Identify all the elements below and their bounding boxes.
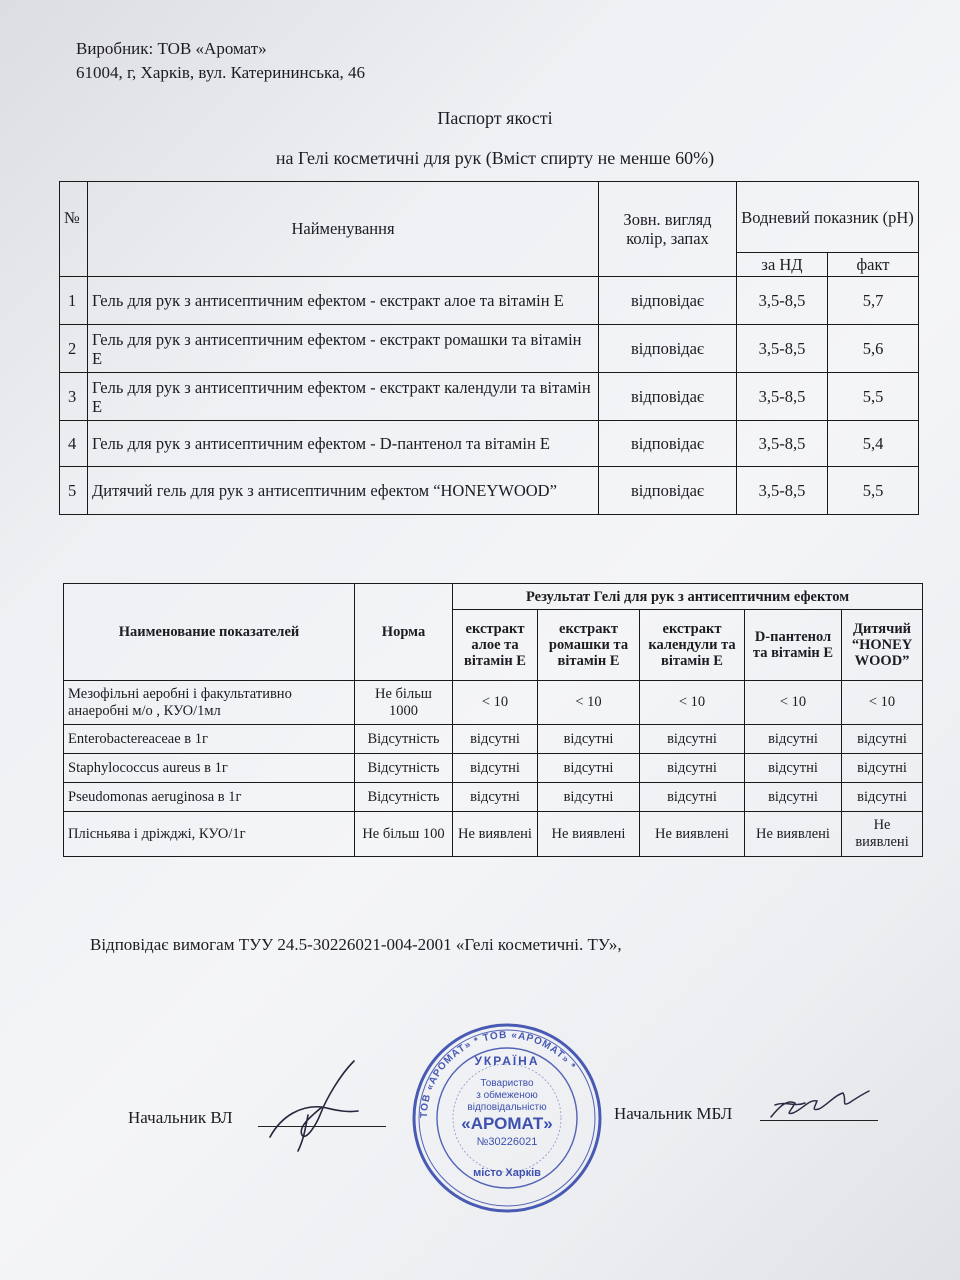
result-cell: відсутні — [538, 783, 640, 812]
indicator-label: Плісньява і дріжджі, КУО/1г — [64, 812, 355, 857]
col-header-norm: Норма — [355, 584, 453, 681]
stamp-top-text: УКРАЇНА — [474, 1054, 540, 1068]
row-ph-norm: 3,5-8,5 — [737, 277, 828, 325]
indicator-label: Staphylococcus aureus в 1г — [64, 754, 355, 783]
signature-vl — [262, 1055, 372, 1155]
col-header-ph-norm: за НД — [737, 253, 828, 277]
document-subtitle: на Гелі косметичні для рук (Вміст спирту не менше 60%) — [275, 148, 715, 168]
result-cell: Не виявлені — [745, 812, 842, 857]
table-row — [60, 421, 919, 467]
result-cell: < 10 — [745, 681, 842, 725]
indicator-norm: Не більш 1000 — [355, 681, 453, 725]
col-header-name: Найменування — [88, 182, 599, 277]
result-cell: відсутні — [745, 754, 842, 783]
result-cell: відсутні — [842, 754, 923, 783]
col-header-honeywood: Дитячий “HONEY WOOD” — [842, 610, 923, 681]
stamp-company-name: «АРОМАТ» — [461, 1114, 553, 1133]
signature-mbl — [765, 1085, 875, 1125]
microbiology-table — [63, 583, 923, 857]
row-name: Гель для рук з антисептичним ефектом - екстракт календули та вітамін Е — [88, 373, 599, 421]
row-name: Дитячий гель для рук з антисептичним ефектом “HONEYWOOD” — [88, 467, 599, 515]
stamp-line1: Товариство — [480, 1078, 534, 1089]
table-row — [64, 754, 923, 783]
result-cell: відсутні — [640, 725, 745, 754]
col-header-chamomile: екстракт ромашки та вітамін Е — [538, 610, 640, 681]
table-row — [64, 725, 923, 754]
row-ph-fact: 5,6 — [828, 325, 919, 373]
row-ph-norm: 3,5-8,5 — [737, 325, 828, 373]
result-cell: відсутні — [640, 783, 745, 812]
company-stamp — [411, 1022, 603, 1214]
result-cell: відсутні — [538, 754, 640, 783]
result-cell: Не виявлені — [453, 812, 538, 857]
stamp-bottom-text: місто Харків — [473, 1167, 541, 1179]
row-num: 5 — [60, 467, 88, 515]
col-header-indicator: Наименование показателей — [64, 584, 355, 681]
address-line: 61004, г, Харків, вул. Катерининська, 46 — [76, 63, 365, 82]
table-row — [64, 681, 923, 725]
row-name: Гель для рук з антисептичним ефектом - екстракт алое та вітамін Е — [88, 277, 599, 325]
result-cell: відсутні — [745, 725, 842, 754]
row-appearance: відповідає — [599, 277, 737, 325]
result-cell: < 10 — [640, 681, 745, 725]
table-row — [64, 812, 923, 857]
col-header-calendula: екстракт календули та вітамін Е — [640, 610, 745, 681]
row-ph-fact: 5,5 — [828, 373, 919, 421]
indicator-label: Enterobactereaceae в 1г — [64, 725, 355, 754]
table-row — [60, 373, 919, 421]
table-row — [60, 325, 919, 373]
row-appearance: відповідає — [599, 421, 737, 467]
row-ph-fact: 5,4 — [828, 421, 919, 467]
stamp-line2: з обмеженою — [476, 1090, 538, 1101]
result-cell: відсутні — [453, 754, 538, 783]
row-ph-fact: 5,5 — [828, 467, 919, 515]
col-header-appearance: Зовн. вигляд колір, запах — [599, 182, 737, 277]
result-cell: Не виявлені — [640, 812, 745, 857]
signature-label-mbl: Начальник МБЛ — [614, 1104, 733, 1123]
result-cell: відсутні — [640, 754, 745, 783]
result-cell: відсутні — [538, 725, 640, 754]
signature-label-vl: Начальник ВЛ — [128, 1108, 233, 1127]
result-cell: відсутні — [842, 725, 923, 754]
manufacturer-line: Виробник: ТОВ «Аромат» — [76, 39, 267, 58]
col-header-ph: Водневий показник (рН) — [737, 182, 919, 253]
result-cell: відсутні — [745, 783, 842, 812]
result-cell: відсутні — [453, 783, 538, 812]
col-header-aloe: екстракт алое та вітамін Е — [453, 610, 538, 681]
row-ph-fact: 5,7 — [828, 277, 919, 325]
row-ph-norm: 3,5-8,5 — [737, 421, 828, 467]
result-cell: Не виявлені — [538, 812, 640, 857]
indicator-label: Pseudomonas aeruginosa в 1г — [64, 783, 355, 812]
col-header-num: № — [60, 182, 88, 277]
result-cell: відсутні — [842, 783, 923, 812]
result-cell: < 10 — [538, 681, 640, 725]
indicator-norm: Відсутність — [355, 783, 453, 812]
stamp-line3: відповідальністю — [467, 1102, 547, 1113]
row-ph-norm: 3,5-8,5 — [737, 373, 828, 421]
table-row — [64, 783, 923, 812]
compliance-statement: Відповідає вимогам ТУУ 24.5-30226021-004-2001 «Гелі косметичні. ТУ», — [90, 935, 622, 954]
row-num: 2 — [60, 325, 88, 373]
row-appearance: відповідає — [599, 325, 737, 373]
row-ph-norm: 3,5-8,5 — [737, 467, 828, 515]
row-num: 1 — [60, 277, 88, 325]
col-header-result: Результат Гелі для рук з антисептичним ефектом — [453, 584, 923, 610]
table-row — [60, 277, 919, 325]
stamp-ring-text: ТОВ «АРОМАТ» * ТОВ «АРОМАТ» * — [418, 1029, 578, 1119]
row-name: Гель для рук з антисептичним ефектом - екстракт ромашки та вітамін Е — [88, 325, 599, 373]
stamp-code: №30226021 — [476, 1136, 538, 1148]
result-cell: відсутні — [453, 725, 538, 754]
col-header-ph-fact: факт — [828, 253, 919, 277]
row-appearance: відповідає — [599, 467, 737, 515]
quality-table — [59, 181, 919, 515]
indicator-norm: Відсутність — [355, 725, 453, 754]
row-appearance: відповідає — [599, 373, 737, 421]
indicator-norm: Відсутність — [355, 754, 453, 783]
document-title: Паспорт якості — [437, 108, 553, 128]
result-cell: < 10 — [453, 681, 538, 725]
table-row — [60, 467, 919, 515]
row-num: 4 — [60, 421, 88, 467]
row-name: Гель для рук з антисептичним ефектом - D-пантенол та вітамін Е — [88, 421, 599, 467]
col-header-panthenol: D-пантенол та вітамін Е — [745, 610, 842, 681]
indicator-norm: Не більш 100 — [355, 812, 453, 857]
row-num: 3 — [60, 373, 88, 421]
indicator-label: Мезофільні аеробні і факультативно анаеробні м/о , КУО/1мл — [64, 681, 355, 725]
result-cell: Не виявлені — [842, 812, 923, 857]
result-cell: < 10 — [842, 681, 923, 725]
